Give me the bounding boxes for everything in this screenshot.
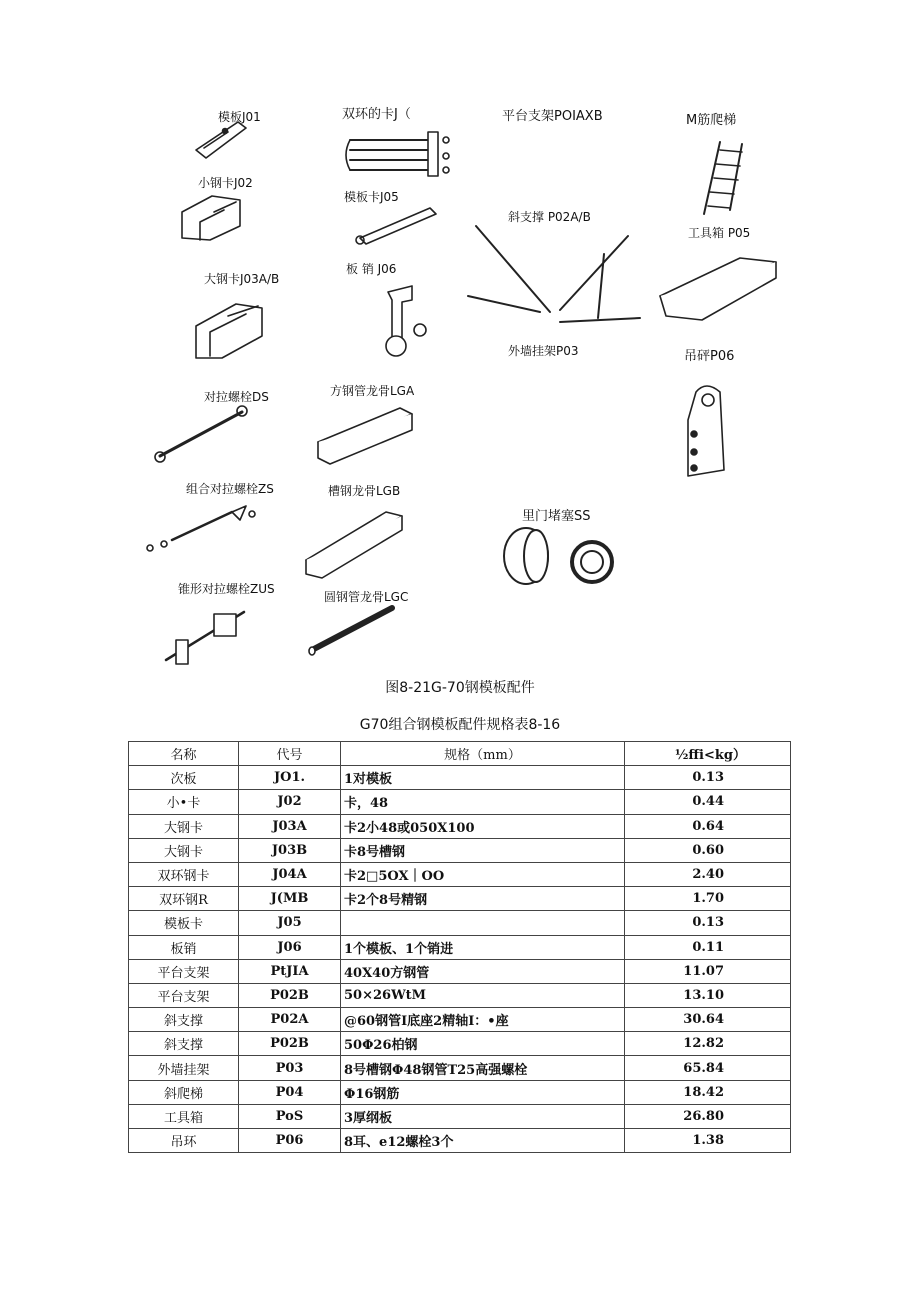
template-j01-drawing [196,122,246,158]
label-lgb: 槽钢龙骨LGB [328,484,401,498]
cell-spec: Φ16钢筋 [341,1080,625,1104]
hanging-ring-p06-drawing [688,386,724,476]
cell-weight: 12.82 [625,1032,791,1056]
table-title: G70组合钢模板配件规格表8-16 [359,717,561,733]
cone-tie-bolt-zus-drawing [166,612,244,664]
double-ring-clamp-j04-drawing [346,132,449,176]
cell-code: P03 [239,1056,341,1080]
cell-code: P02B [239,983,341,1007]
cell-spec: 3厚纲板 [341,1104,625,1128]
table-row [129,1080,791,1104]
table-header-row [129,742,791,766]
label-j03: 大钢卡J03A/B [204,272,280,286]
table-row [129,983,791,1007]
cell-spec: 50×26WtM [341,983,625,1007]
cell-spec: 50Φ26柏钢 [341,1032,625,1056]
label-p04: M筋爬梯 [686,113,737,128]
combined-tie-bolt-zs-drawing [147,506,255,551]
label-j05: 模板卡J05 [344,190,399,204]
cell-weight: 11.07 [625,959,791,983]
cell-spec: 卡2个8号精钢 [341,887,625,911]
cell-code: J06 [239,935,341,959]
label-p06: 吊砰P06 [684,349,735,364]
cell-code: P04 [239,1080,341,1104]
cell-spec: 8耳、e12螺栓3个 [341,1129,625,1153]
cell-name: 工具箱 [129,1104,239,1128]
template-clamp-j05-drawing [356,208,436,244]
table-row [129,1104,791,1128]
cell-weight: 65.84 [625,1056,791,1080]
label-lgc: 圆钢管龙骨LGC [324,590,409,604]
small-clamp-j02-drawing [182,196,240,240]
cell-code: P06 [239,1129,341,1153]
label-ds: 对拉螺栓DS [204,390,269,404]
cell-name: 斜支撑 [129,1008,239,1032]
cell-spec [341,911,625,935]
cell-code: J03B [239,838,341,862]
cell-name: 斜爬梯 [129,1080,239,1104]
label-j04: 双环的卡J（ [342,107,411,122]
label-j01: 模板J01 [218,110,261,124]
cell-weight: 30.64 [625,1008,791,1032]
cell-weight: 13.10 [625,983,791,1007]
cell-spec: @60钢管I底座2精轴I：•座 [341,1008,625,1032]
table-row [129,862,791,886]
cell-name: 小•卡 [129,790,239,814]
cell-spec: 卡2□5OX｜OO [341,862,625,886]
diagonal-support-p02-drawing [468,226,640,322]
cell-weight: 0.64 [625,814,791,838]
door-plug-ss-drawing [504,528,612,584]
cell-code: PtJIA [239,959,341,983]
cell-code: JO1. [239,766,341,790]
label-lga: 方钢管龙骨LGA [330,384,415,398]
header-weight: ½ffi<kg） [625,742,791,766]
cell-weight: 0.11 [625,935,791,959]
cell-name: 双环钢卡 [129,862,239,886]
channel-lgb-drawing [306,512,402,578]
cell-name: 吊环 [129,1129,239,1153]
table-row [129,766,791,790]
label-zus: 锥形对拉螺栓ZUS [178,582,275,596]
cell-weight: 0.60 [625,838,791,862]
table-row [129,1056,791,1080]
cell-spec: 8号槽钢Φ48钢管T25高强螺栓 [341,1056,625,1080]
label-p05: 工具箱 P05 [688,226,751,240]
cell-name: 大钢卡 [129,838,239,862]
cell-weight: 0.44 [625,790,791,814]
cell-spec: 卡8号槽钢 [341,838,625,862]
label-p02: 斜支撑 P02A/B [508,210,591,224]
table-row [129,1129,791,1153]
square-tube-lga-drawing [318,408,412,464]
cell-name: 板销 [129,935,239,959]
cell-spec: 1对模板 [341,766,625,790]
cell-weight: 1.38 [625,1129,791,1153]
cell-name: 外墙挂架 [129,1056,239,1080]
header-spec: 规格（mm） [341,742,625,766]
round-tube-lgc-drawing [309,608,392,655]
cell-code: J05 [239,911,341,935]
table-row [129,838,791,862]
cell-name: 平台支架 [129,959,239,983]
header-code: 代号 [239,742,341,766]
cell-code: P02A [239,1008,341,1032]
cell-code: J03A [239,814,341,838]
label-j06: 板 销 J06 [346,262,397,276]
label-j02: 小钢卡J02 [198,176,253,190]
table-row [129,911,791,935]
table-row [129,790,791,814]
tool-box-p05-drawing [660,258,776,320]
cell-name: 双环钢R [129,887,239,911]
cell-weight: 26.80 [625,1104,791,1128]
cell-name: 次板 [129,766,239,790]
tie-bolt-ds-drawing [155,406,247,462]
cell-weight: 0.13 [625,911,791,935]
cell-name: 斜支撑 [129,1032,239,1056]
cell-spec: 卡，48 [341,790,625,814]
label-zs: 组合对拉螺栓ZS [186,482,274,496]
cell-code: J02 [239,790,341,814]
table-row [129,935,791,959]
large-clamp-j03-drawing [196,304,262,358]
cell-weight: 0.13 [625,766,791,790]
cell-code: J04A [239,862,341,886]
cell-name: 平台支架 [129,983,239,1007]
cell-spec: 40X40方钢管 [341,959,625,983]
cell-code: PoS [239,1104,341,1128]
header-name: 名称 [129,742,239,766]
cell-name: 模板卡 [129,911,239,935]
cell-code: J(MB [239,887,341,911]
cell-weight: 1.70 [625,887,791,911]
cell-code: P02B [239,1032,341,1056]
cell-name: 大钢卡 [129,814,239,838]
cell-weight: 2.40 [625,862,791,886]
table-row [129,887,791,911]
ladder-p04-drawing [704,142,742,214]
table-row [129,814,791,838]
cell-spec: 1个模板、1个销进 [341,935,625,959]
cell-weight: 18.42 [625,1080,791,1104]
table-row [129,1008,791,1032]
table-row [129,1032,791,1056]
label-ss: 里门堵塞SS [522,509,591,524]
label-p03: 外墙挂架P03 [508,344,579,358]
spec-table [128,741,791,1153]
table-row [129,959,791,983]
pin-j06-drawing [386,286,426,356]
figure-caption: 图8-21G-70钢模板配件 [385,680,535,696]
cell-spec: 卡2小48或050X100 [341,814,625,838]
label-p01: 平台支架POIAXB [502,109,603,124]
